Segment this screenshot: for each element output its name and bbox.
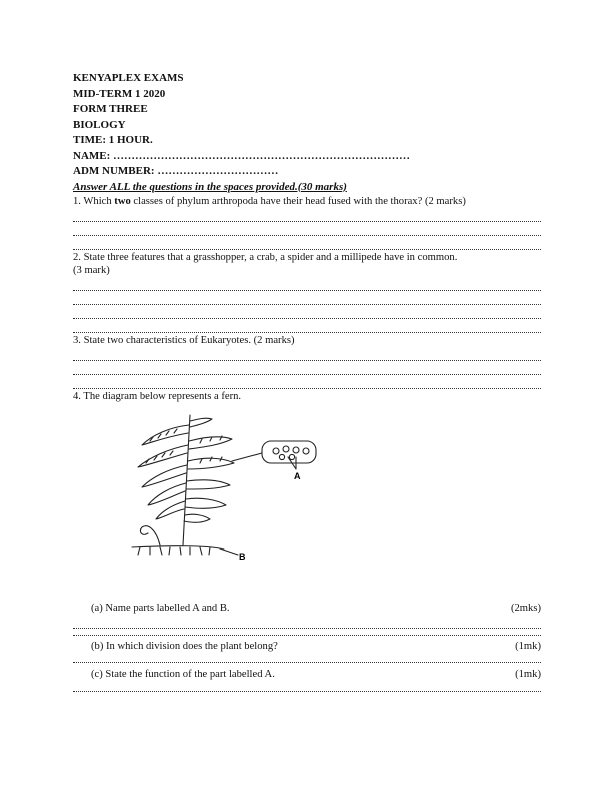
exam-subject: BIOLOGY: [73, 118, 126, 131]
fern-pinna: [190, 418, 212, 427]
subquestion-c-marks: (1mk): [515, 668, 541, 680]
answer-line[interactable]: [73, 305, 541, 319]
subquestion-a-marks: (2mks): [510, 602, 541, 614]
subquestion-b: [73, 640, 541, 653]
question-1: [73, 195, 541, 208]
fern-pinna: [186, 480, 230, 489]
fern-pinna: [142, 465, 187, 487]
subquestion-b-text: (b) In which division does the plant belong?: [91, 640, 278, 652]
answer-line[interactable]: [73, 361, 541, 375]
answer-line[interactable]: [73, 208, 541, 222]
zoom-pointer: [232, 453, 262, 461]
fern-pinna: [189, 437, 232, 449]
label-a: A: [294, 471, 301, 481]
answer-line[interactable]: [73, 681, 541, 692]
exam-page: [73, 71, 541, 692]
answer-line[interactable]: [73, 629, 541, 636]
answer-line[interactable]: [73, 615, 541, 629]
adm-number-field[interactable]: ADM NUMBER: ……………………………: [73, 165, 279, 177]
subquestion-a-text: (a) Name parts labelled A and B.: [91, 602, 230, 614]
label-b: B: [239, 552, 246, 562]
answer-line[interactable]: [73, 319, 541, 333]
answer-line[interactable]: [73, 347, 541, 361]
subquestion-a: [73, 602, 541, 615]
q2-text-line1: 2. State three features that a grasshopper, a crab, a spider and a millipede have in common.: [73, 251, 458, 263]
exam-time: TIME: 1 HOUR.: [73, 134, 153, 146]
fern-pinna: [148, 483, 186, 505]
answer-line[interactable]: [73, 653, 541, 663]
instructions: Answer ALL the questions in the spaces provided.(30 marks): [73, 180, 347, 193]
answer-line[interactable]: [73, 291, 541, 305]
subquestion-c-text: (c) State the function of the part labelled A.: [91, 668, 275, 680]
sorus: [293, 447, 299, 453]
answer-line[interactable]: [73, 375, 541, 389]
exam-session: MID-TERM 1 2020: [73, 87, 166, 100]
fern-diagram: [120, 405, 330, 570]
question-4: 4. The diagram below represents a fern.: [73, 390, 242, 402]
q1-text-post: classes of phylum arthropoda have their head fused with the thorax? (2 marks): [130, 195, 466, 207]
fern-rachis: [183, 415, 190, 545]
question-3: 3. State two characteristics of Eukaryotes. (2 marks): [73, 334, 295, 346]
q1-text-bold: two: [114, 195, 131, 207]
sorus: [303, 448, 309, 454]
fern-crozier: [140, 526, 160, 545]
fern-pinna: [184, 514, 210, 522]
answer-line[interactable]: [73, 236, 541, 250]
sorus: [273, 448, 279, 454]
answer-line[interactable]: [73, 222, 541, 236]
enlarged-pinnule: [262, 441, 316, 463]
sorus: [283, 446, 289, 452]
subquestion-b-marks: (1mk): [515, 640, 541, 652]
name-field[interactable]: NAME: ………………………………………………………………………: [73, 149, 411, 162]
answer-line[interactable]: [73, 277, 541, 291]
exam-body-title: KENYAPLEX EXAMS: [73, 72, 184, 84]
sorus: [279, 454, 284, 459]
q1-text-pre: 1. Which: [73, 195, 115, 207]
fern-pinna: [185, 498, 226, 508]
question-2: [73, 251, 541, 277]
q2-text-line2: (3 mark): [73, 264, 110, 276]
subquestion-c: [73, 668, 541, 681]
exam-form: FORM THREE: [73, 103, 148, 115]
pointer-b: [220, 549, 238, 555]
fern-pinna: [156, 501, 185, 519]
sorus: [289, 454, 294, 459]
